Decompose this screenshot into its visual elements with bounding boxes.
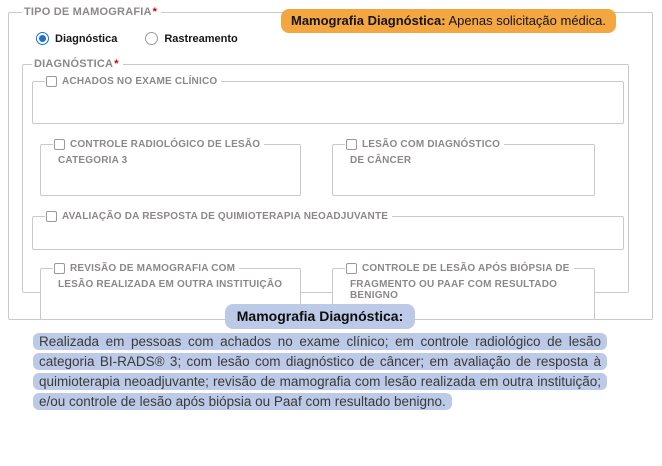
lesao-cancer-fieldset bbox=[332, 139, 595, 197]
radio-diagnostica-icon[interactable] bbox=[36, 32, 49, 45]
diagnostica-legend-text: DIAGNÓSTICA bbox=[34, 58, 114, 70]
lesao-cancer-checkbox[interactable] bbox=[346, 139, 357, 150]
top-annotation-note bbox=[281, 9, 616, 33]
avaliacao-body bbox=[45, 228, 611, 239]
diagnostica-legend bbox=[32, 58, 123, 70]
revisao-checkbox[interactable] bbox=[54, 263, 65, 274]
revisao-label-line1: REVISÃO DE MAMOGRAFIA COM bbox=[70, 262, 236, 274]
tipo-radio-group bbox=[36, 32, 629, 45]
top-annotation-title: Mamografia Diagnóstica: bbox=[291, 13, 446, 28]
bottom-annotation-note bbox=[33, 304, 607, 412]
tipo-mamografia-fieldset bbox=[8, 6, 653, 320]
required-asterisk: * bbox=[152, 6, 158, 18]
lesao-cancer-label-line2: DE CÂNCER bbox=[350, 155, 412, 167]
avaliacao-fieldset bbox=[32, 211, 624, 250]
bottom-annotation-title: Mamografia Diagnóstica: bbox=[225, 304, 415, 329]
top-annotation-text: Apenas solicitação médica. bbox=[445, 13, 607, 28]
bottom-annotation-text: Realizada em pessoas com achados no exame clínico; em controle radiológico de lesão categoria BI-RADS® 3; com lesão com diagnóstico de câncer; em avaliação de resposta à quimioterapia neoadjuvante; revisão de mamografia com lesão realizada em outra instituição; e/ou controle de lesão após biópsia ou Paaf com resultado benigno. bbox=[33, 333, 607, 410]
controle-biopsia-label-line2: FRAGMENTO OU PAAF COM RESULTADO BENIGNO bbox=[350, 279, 558, 302]
radio-rastreamento-label: Rastreamento bbox=[164, 32, 238, 45]
achados-body bbox=[45, 93, 611, 113]
required-asterisk: * bbox=[114, 58, 119, 70]
avaliacao-checkbox[interactable] bbox=[46, 211, 57, 222]
achados-checkbox[interactable] bbox=[46, 76, 57, 87]
controle-biopsia-checkbox[interactable] bbox=[346, 263, 357, 274]
checkbox-row-1 bbox=[40, 139, 624, 197]
achados-label: ACHADOS NO EXAME CLÍNICO bbox=[62, 76, 218, 87]
radio-rastreamento[interactable] bbox=[145, 32, 237, 45]
controle-radiologico-checkbox[interactable] bbox=[54, 139, 65, 150]
bottom-annotation-paragraph bbox=[33, 332, 607, 412]
diagnostica-fieldset bbox=[22, 58, 629, 302]
controle-biopsia-label-line1: CONTROLE DE LESÃO APÓS BIÓPSIA DE bbox=[362, 262, 570, 274]
achados-fieldset bbox=[32, 76, 624, 124]
lesao-cancer-label-line1: LESÃO COM DIAGNÓSTICO bbox=[362, 138, 501, 150]
controle-radiologico-label-line1: CONTROLE RADIOLÓGICO DE LESÃO bbox=[70, 138, 261, 150]
radio-diagnostica-label: Diagnóstica bbox=[55, 32, 118, 45]
tipo-mamografia-legend-text: TIPO DE MAMOGRAFIA bbox=[24, 6, 152, 18]
tipo-mamografia-legend bbox=[22, 6, 161, 18]
controle-radiologico-label-line2: CATEGORIA 3 bbox=[58, 155, 128, 167]
revisao-label-line2: LESÃO REALIZADA EM OUTRA INSTITUIÇÃO bbox=[58, 279, 283, 291]
avaliacao-label: AVALIAÇÃO DA RESPOSTA DE QUIMIOTERAPIA NEOADJUVANTE bbox=[62, 211, 389, 223]
radio-rastreamento-icon[interactable] bbox=[145, 32, 158, 45]
controle-radiologico-fieldset bbox=[40, 139, 301, 197]
radio-diagnostica[interactable] bbox=[36, 32, 117, 45]
